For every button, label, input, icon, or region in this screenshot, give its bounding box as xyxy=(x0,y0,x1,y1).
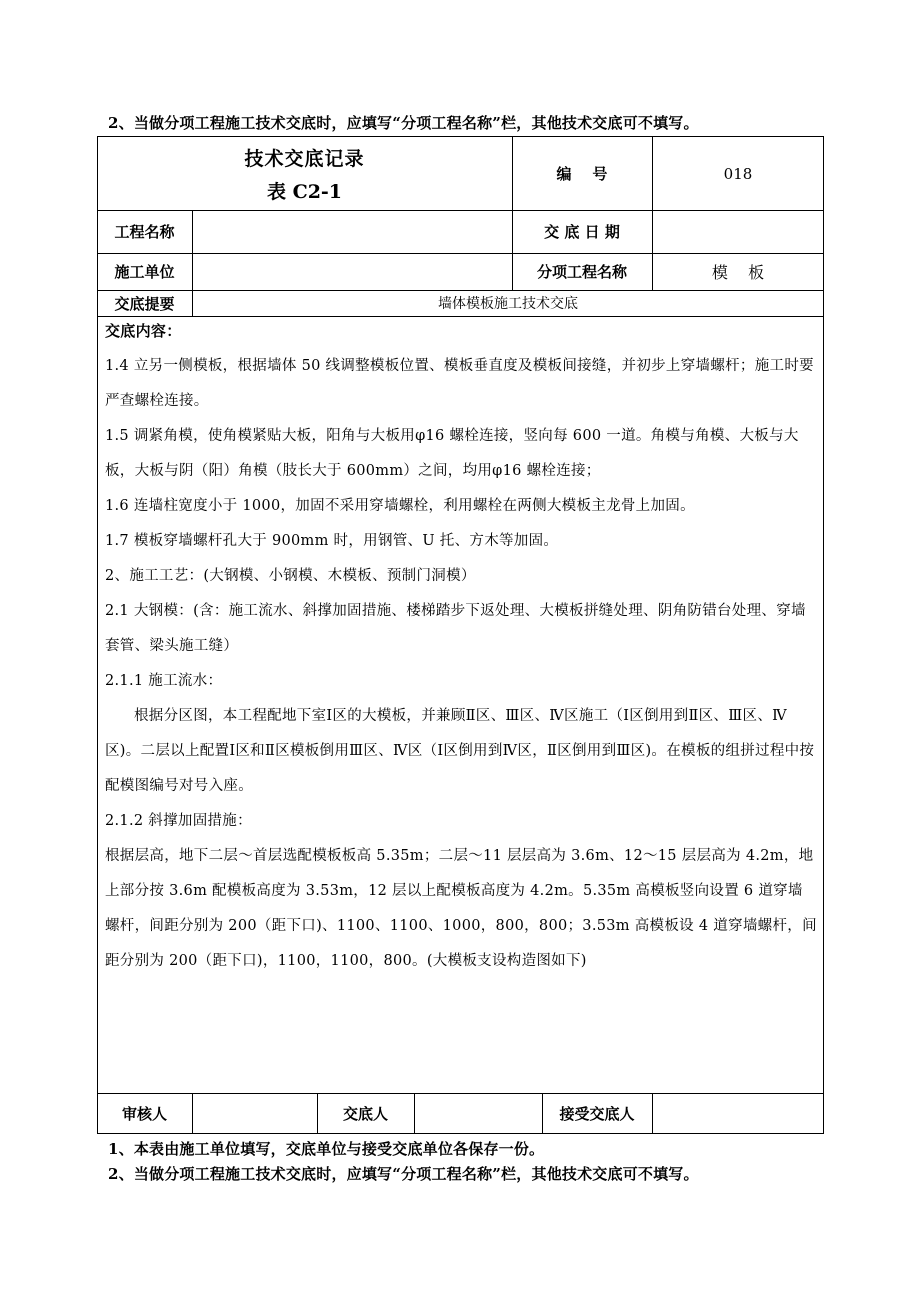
content-label: 交底内容： xyxy=(105,322,182,340)
form-title-line2: 表 C2-1 xyxy=(266,180,343,203)
form-title-line1: 技术交底记录 xyxy=(244,147,365,170)
discloser-field[interactable] xyxy=(414,1093,542,1134)
sub-project-field[interactable]: 模 板 xyxy=(711,263,765,282)
summary-field[interactable]: 墙体模板施工技术交底 xyxy=(438,296,578,312)
content-paragraph: 2、施工工艺：(大钢模、小钢模、木模板、预制门洞模） xyxy=(105,568,476,584)
footnote-1: 1、本表由施工单位填写，交底单位与接受交底单位各保存一份。 xyxy=(108,1140,545,1158)
content-paragraph: 1.6 连墙柱宽度小于 1000，加固不采用穿墙螺栓，利用螺栓在两侧大模板主龙骨上加固。 xyxy=(105,498,695,514)
receiver-label: 接受交底人 xyxy=(559,1105,635,1123)
receiver-field[interactable] xyxy=(652,1093,824,1134)
content-paragraph: 根据分区图，本工程配地下室Ⅰ区的大模板，并兼顾Ⅱ区、Ⅲ区、Ⅳ区施工（Ⅰ区倒用到Ⅱ区、Ⅲ区、Ⅳ区)。二层以上配置Ⅰ区和Ⅱ区模板倒用Ⅲ区、Ⅳ区（Ⅰ区倒用到Ⅳ区，Ⅱ区倒用到Ⅲ区)。在模板的组拼过程中按配模图编号对号入座。 xyxy=(105,708,815,794)
content-paragraph: 2.1 大钢模：(含：施工流水、斜撑加固措施、楼梯踏步下返处理、大模板拼缝处理、阴角防错台处理、穿墙套管、梁头施工缝） xyxy=(105,603,806,654)
footnote-2: 2、当做分项工程施工技术交底时，应填写“分项工程名称”栏，其他技术交底可不填写。 xyxy=(108,1165,699,1183)
disclosure-content xyxy=(105,318,817,979)
sub-project-label: 分项工程名称 xyxy=(536,263,627,281)
constructor-field[interactable] xyxy=(192,253,512,290)
constructor-label: 施工单位 xyxy=(114,263,175,281)
number-value[interactable]: 018 xyxy=(723,164,753,183)
content-paragraph: 1.7 模板穿墙螺杆孔大于 900mm 时，用钢管、U 托、方木等加固。 xyxy=(105,533,559,549)
number-label: 编 号 xyxy=(556,165,608,183)
date-label: 交 底 日 期 xyxy=(544,223,620,241)
content-paragraph: 1.5 调紧角模，使角模紧贴大板，阳角与大板用φ16 螺栓连接，竖向每 600 一道。角模与角模、大板与大板，大板与阴（阳）角模（肢长大于 600mm）之间，均用φ16 螺栓连接； xyxy=(105,428,799,479)
content-paragraph: 2.1.2 斜撑加固措施： xyxy=(105,813,252,829)
summary-label: 交底提要 xyxy=(114,294,175,313)
content-paragraph: 根据层高，地下二层～首层选配模板板高 5.35m；二层～11 层层高为 3.6m、12～15 层层高为 4.2m，地上部分按 3.6m 配模板高度为 3.53m，12 层以上配模板高度为 4.2m。5.35m 高模板竖向设置 6 道穿墙螺杆，间距分别为 200（距下口)、1100、1100、1000，800，800；3.53m 高模板设 4 道穿墙螺杆，间距分别为 200（距下口)，1100，1100，800。(大模板支设构造图如下) xyxy=(105,848,817,969)
reviewer-label: 审核人 xyxy=(121,1105,167,1123)
reviewer-field[interactable] xyxy=(192,1093,317,1134)
content-paragraph: 1.4 立另一侧模板，根据墙体 50 线调整模板位置、模板垂直度及模板间接缝，并初步上穿墙螺杆；施工时要严查螺栓连接。 xyxy=(105,358,814,409)
project-name-field[interactable] xyxy=(192,210,512,253)
row-divider xyxy=(97,316,824,317)
project-name-label: 工程名称 xyxy=(114,223,175,241)
form-title xyxy=(97,137,512,210)
content-paragraph: 2.1.1 施工流水： xyxy=(105,673,223,689)
discloser-label: 交底人 xyxy=(342,1105,388,1123)
top-note: 2、当做分项工程施工技术交底时，应填写“分项工程名称”栏，其他技术交底可不填写。 xyxy=(108,114,699,132)
date-field[interactable] xyxy=(652,210,824,253)
